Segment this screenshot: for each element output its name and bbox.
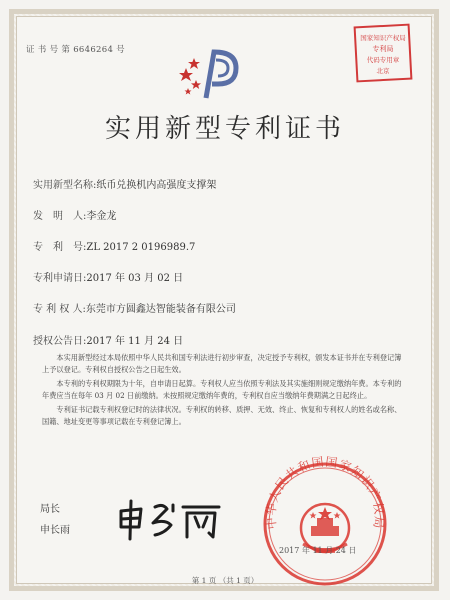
patentee-value: 东莞市方圆鑫达智能装备有限公司: [85, 304, 236, 315]
body-paragraph-1: 本实用新型经过本局依照中华人民共和国专利法进行初步审查，决定授予专利权，颁发本证书并在专利登记簿上予以登记。专利权自授权公告之日起生效。: [42, 353, 402, 374]
sipo-logo-icon: [178, 46, 242, 104]
field-patentee: [33, 300, 236, 315]
patentee-label: 专 利 权 人:: [33, 304, 86, 315]
page-footer: 第 1 页 （共 1 页）: [191, 576, 259, 585]
patent-number-value: ZL 2017 2 0196989.7: [86, 242, 196, 253]
certificate-number: 证 书 号 第 6646264 号: [26, 45, 125, 55]
field-patent-number: [33, 238, 195, 253]
field-grant-date: [33, 332, 183, 347]
grant-date-label: 授权公告日:: [33, 336, 87, 347]
corner-seal-line-2: 专利局: [372, 45, 394, 53]
body-paragraph-2: 本专利的专利权期限为十年，自申请日起算。专利权人应当依照专利法及其实施细则规定缴纳年费。本专利的年费应当在每年 03 月 02 日前缴纳。未按照规定缴纳年费的，专利权自应当缴纳年费期满之日起终止。: [42, 379, 402, 400]
field-filing-date: [33, 269, 183, 284]
seal-date: 2017 年 11 月 24 日: [279, 546, 357, 555]
filing-date-value: 2017 年 03 月 02 日: [86, 273, 184, 284]
grant-date-value: 2017 年 11 月 24 日: [86, 336, 184, 347]
patent-number-label: 专 利 号:: [33, 242, 87, 253]
utility-model-name-label: 实用新型名称:: [33, 180, 97, 191]
certificate-title: 实用新型专利证书: [104, 114, 345, 144]
inventor-label: 发 明 人:: [33, 211, 87, 222]
corner-seal-line-4: 北京: [376, 67, 390, 75]
emblem-seal-icon: [255, 452, 395, 592]
certificate-body: [42, 352, 407, 428]
field-inventor: [33, 207, 116, 222]
field-utility-model-name: [33, 176, 216, 191]
corner-seal-line-3: 代码专用章: [366, 56, 400, 64]
director-title: 局长: [40, 504, 60, 515]
filing-date-label: 专利申请日:: [33, 273, 87, 284]
corner-seal-icon: [352, 22, 414, 84]
utility-model-name-value: 纸币兑换机内高强度支撑架: [96, 180, 217, 191]
emblem-ring-text: 中华人民共和国国家知识产权局: [263, 454, 387, 531]
director-name: 申长雨: [40, 525, 70, 536]
signature-icon: [115, 497, 225, 543]
corner-seal-line-1: 国家知识产权局: [360, 34, 406, 42]
inventor-value: 李金龙: [86, 211, 117, 222]
body-paragraph-3: 专利证书记载专利权登记时的法律状况。专利权的转移、质押、无效、终止、恢复和专利权人的姓名或名称、国籍、地址变更等事项记载在专利登记簿上。: [42, 405, 402, 426]
